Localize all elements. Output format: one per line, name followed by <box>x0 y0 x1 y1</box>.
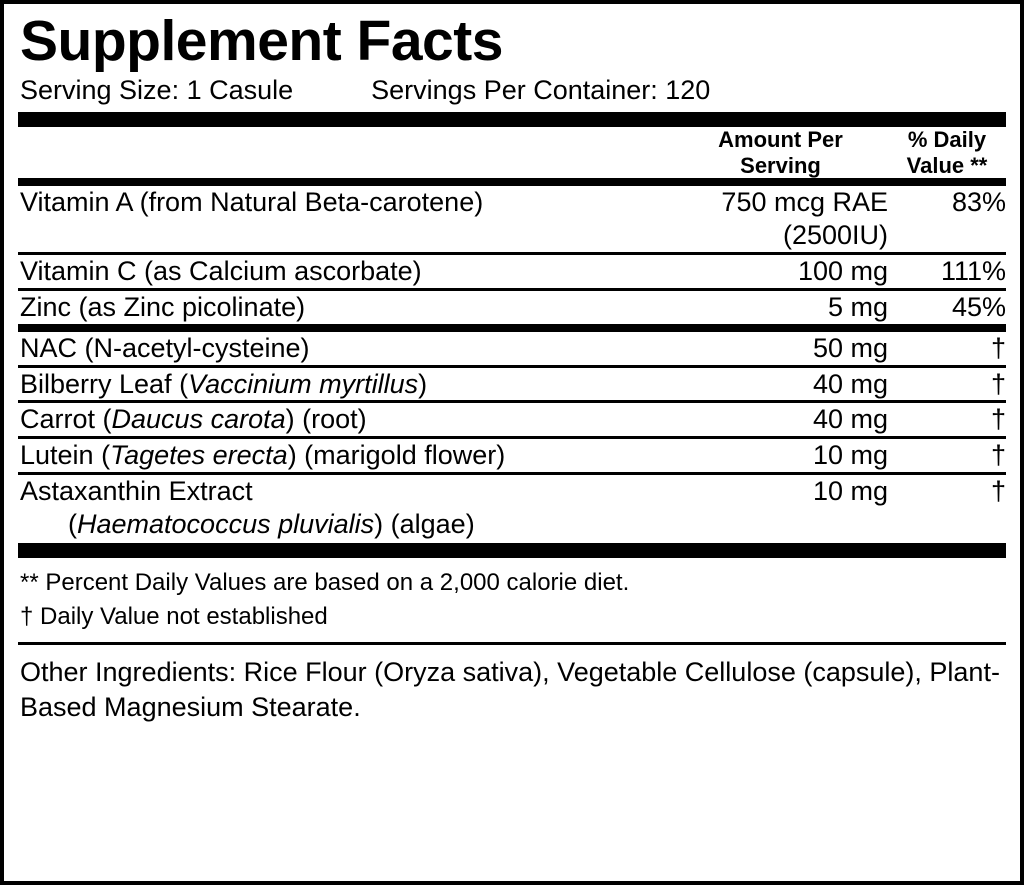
divider-thick-bottom <box>18 543 1006 558</box>
divider-medium-mid <box>18 324 1006 332</box>
header-daily-value <box>888 127 1006 178</box>
divider-medium-header <box>18 178 1006 186</box>
nutrient-name-latin: Daucus carota <box>111 404 286 435</box>
nutrient-row-table <box>18 475 1006 541</box>
nutrient-row-table <box>18 439 1006 472</box>
nutrient-daily-value: 45% <box>951 291 1006 322</box>
nutrient-name-text: Astaxanthin Extract <box>20 476 253 507</box>
nutrient-amount-text: 750 mcg RAE <box>721 186 888 217</box>
nutrient-amount: 100 mg <box>797 255 888 286</box>
nutrient-name-text: Vitamin C (as Calcium ascorbate) <box>20 255 422 286</box>
nutrient-name <box>18 439 673 472</box>
nutrient-header-table <box>18 127 1006 178</box>
header-amount-line1: Amount Per <box>718 127 843 153</box>
nutrient-name-latin: Vaccinium myrtillus <box>188 368 419 399</box>
table-row <box>18 255 1006 288</box>
nutrient-name <box>18 255 673 288</box>
panel-title: Supplement Facts <box>20 9 503 73</box>
nutrient-amount: 40 mg <box>812 404 888 435</box>
column-headers-row <box>18 127 1006 178</box>
nutrient-row-table <box>18 332 1006 365</box>
nutrient-row-table <box>18 368 1006 401</box>
nutrient-daily-value: 83% <box>951 186 1006 217</box>
divider-thick-top <box>18 112 1006 127</box>
table-row <box>18 332 1006 365</box>
nutrient-name-text: Vitamin A (from Natural Beta-carotene) <box>20 186 484 217</box>
nutrient-subline-post: ) (algae) <box>374 509 475 540</box>
nutrient-daily-value: † <box>990 332 1006 363</box>
nutrient-amount-second: (2500IU) <box>782 219 888 250</box>
nutrient-row-table <box>18 403 1006 436</box>
nutrient-name-text: Zinc (as Zinc picolinate) <box>20 291 306 322</box>
table-row <box>18 368 1006 401</box>
nutrient-amount: 10 mg <box>812 476 888 507</box>
footnote-dagger: † Daily Value not established <box>20 602 328 630</box>
footnotes <box>20 566 1006 633</box>
servings-per-container: Servings Per Container: 120 <box>371 74 711 105</box>
nutrient-name <box>18 368 673 401</box>
nutrient-row-table <box>18 255 1006 288</box>
nutrient-amount <box>673 186 888 252</box>
nutrient-subline-latin: Haematococcus pluvialis <box>77 509 375 540</box>
nutrient-name <box>18 475 673 541</box>
nutrient-name-latin: Tagetes erecta <box>110 440 288 471</box>
nutrient-daily-value: † <box>990 368 1006 399</box>
footnote-daily-value-basis: ** Percent Daily Values are based on a 2,000 calorie diet. <box>20 569 630 597</box>
nutrient-daily-value: † <box>990 440 1006 471</box>
nutrient-daily-value: 111% <box>940 255 1006 286</box>
header-amount-per-serving <box>673 127 888 178</box>
header-dv-line2: Value ** <box>906 152 988 178</box>
nutrient-name-text: Carrot ( <box>20 404 112 435</box>
nutrient-name-text: Bilberry Leaf ( <box>20 368 189 399</box>
nutrient-name-text: Lutein ( <box>20 440 111 471</box>
table-row <box>18 186 1006 252</box>
nutrient-daily-value: † <box>990 476 1006 507</box>
other-ingredients: Other Ingredients: Rice Flour (Oryza sativa), Vegetable Cellulose (capsule), Plant-Based Magnesium Stearate. <box>20 656 1000 722</box>
serving-size: Serving Size: 1 Casule <box>20 74 294 105</box>
nutrient-name-suffix: ) (marigold flower) <box>287 440 506 471</box>
nutrient-name <box>18 291 673 324</box>
divider-thin-footer <box>18 642 1006 645</box>
header-dv-line1: % Daily <box>907 127 987 153</box>
nutrient-name <box>18 403 673 436</box>
nutrient-subline-pre: ( <box>68 509 77 540</box>
nutrient-row-table <box>18 186 1006 252</box>
nutrient-row-table <box>18 291 1006 324</box>
nutrient-name-suffix: ) <box>418 368 428 399</box>
nutrient-name-text: NAC (N-acetyl-cysteine) <box>20 332 310 363</box>
nutrient-amount: 40 mg <box>812 368 888 399</box>
nutrient-name <box>18 186 673 252</box>
nutrient-name-suffix: ) (root) <box>285 404 367 435</box>
header-amount-line2: Serving <box>740 152 821 178</box>
serving-info <box>20 74 1006 106</box>
nutrient-name <box>18 332 673 365</box>
table-row <box>18 403 1006 436</box>
table-row <box>18 475 1006 541</box>
table-row <box>18 439 1006 472</box>
nutrient-name-subline <box>20 508 673 541</box>
nutrient-amount: 10 mg <box>812 440 888 471</box>
header-spacer <box>18 127 673 178</box>
nutrient-amount: 50 mg <box>812 332 888 363</box>
nutrient-amount: 5 mg <box>827 291 888 322</box>
nutrient-daily-value: † <box>990 404 1006 435</box>
table-row <box>18 291 1006 324</box>
